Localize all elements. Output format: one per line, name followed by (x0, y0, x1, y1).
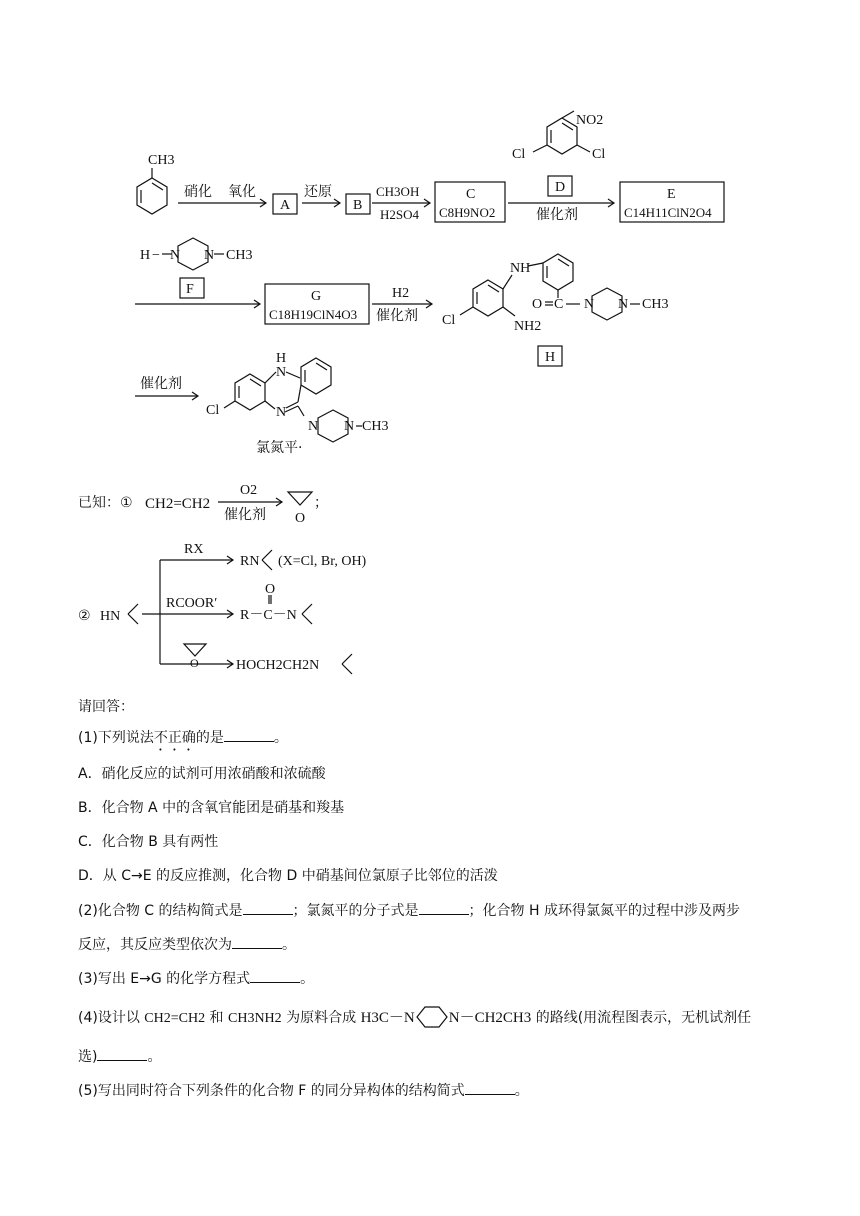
clozapine-n-top: N (276, 365, 287, 380)
H-n2: N (618, 297, 629, 312)
answer-blank-2c[interactable] (232, 934, 282, 949)
clozapine-n2: N (344, 419, 355, 434)
answer-blank-1[interactable] (224, 727, 274, 742)
label-F: F (186, 282, 194, 297)
H-n1: N (584, 297, 595, 312)
option-b: B．化合物 A 中的含氧官能团是硝基和羧基 (78, 800, 345, 816)
clozapine-name: 氯氮平· (256, 440, 303, 456)
H-c: C (554, 297, 564, 312)
option-d: D．从 C→E 的反应推测，化合物 D 中硝基间位氯原子比邻位的活泼 (78, 868, 498, 884)
clozapine-ch3: CH3 (362, 419, 389, 434)
known-semicolon: ； (314, 495, 328, 511)
known-rn: RN (240, 554, 260, 569)
known-catalyst: 催化剂 (224, 507, 266, 523)
F-h: H (140, 248, 151, 263)
svg-text:−: − (152, 248, 160, 263)
H-cl: Cl (442, 313, 456, 328)
arrow-label-reduction: 还原 (304, 184, 332, 200)
answer-blank-2a[interactable] (243, 900, 293, 915)
question-5: (5)写出同时符合下列条件的化合物 F 的同分异构体的结构简式 。 (78, 1080, 529, 1101)
question-4: (4)设计以 CH2=CH2 和 CH3NH2 为原料合成 H3C－N N－CH2CH3 的路线(用流程图表示，无机试剂任 (78, 1006, 751, 1030)
arrow-label-h2so4: H2SO4 (380, 207, 420, 222)
label-G: G (311, 289, 322, 304)
answer-blank-3[interactable] (250, 968, 300, 983)
clozapine-cl: Cl (206, 403, 220, 418)
clozapine-n-ring: N (276, 405, 287, 420)
formula-G: C18H19ClN4O3 (269, 307, 358, 322)
arrow-label-oxidation: 氧化 (228, 184, 256, 200)
label-D: D (555, 180, 566, 195)
F-n1: N (170, 248, 181, 263)
label-C: C (466, 187, 476, 202)
known-epoxide-o: O (295, 511, 306, 526)
H-o: O (532, 297, 543, 312)
answer-blank-5[interactable] (465, 1080, 515, 1095)
answer-blank-2b[interactable] (419, 900, 469, 915)
reagent-methylamine: CH3NH2 (228, 1011, 282, 1026)
arrow-label-h2: H2 (392, 286, 410, 301)
D-cl-right: Cl (592, 147, 606, 162)
target-molecule-right: N－CH2CH3 (448, 1010, 532, 1026)
question-2-cont: 反应，其反应类型依次为 。 (78, 934, 296, 955)
arrow-label-catalyst-3: 催化剂 (140, 376, 182, 392)
known-amide-o: O (265, 582, 276, 597)
arrow-label-nitration: 硝化 (184, 184, 212, 200)
known-rcoor: RCOOR′ (166, 596, 218, 611)
known-prefix: 已知：① (78, 495, 133, 511)
answer-blank-4[interactable] (97, 1046, 147, 1061)
target-piperazine-ring (415, 1006, 449, 1030)
emphasis-not-correct: 不正确 (153, 730, 196, 746)
label-E: E (667, 187, 676, 202)
clozapine-h: H (276, 351, 287, 366)
clozapine-n1: N (308, 419, 319, 434)
toluene-ch3: CH3 (148, 153, 175, 168)
known-epoxide2-o: O (190, 656, 199, 670)
known-amide: R－C－N (240, 608, 297, 623)
label-H: H (545, 350, 556, 365)
known-rx: RX (184, 542, 204, 557)
arrow-label-catalyst-2: 催化剂 (376, 308, 418, 324)
arrow-label-catalyst-1: 催化剂 (536, 207, 578, 223)
question-3: (3)写出 E→G 的化学方程式 。 (78, 968, 314, 989)
questions-intro: 请回答： (78, 699, 134, 715)
target-molecule-left: H3C－N (360, 1010, 415, 1026)
D-cl-left: Cl (512, 147, 526, 162)
epoxide (288, 492, 312, 505)
known-num2: ② (78, 608, 91, 624)
formula-C: C8H9NO2 (439, 205, 496, 220)
known-o2: O2 (240, 483, 258, 498)
H-nh: NH (510, 261, 531, 276)
option-a: A．硝化反应的试剂可用浓硝酸和浓硫酸 (78, 766, 326, 782)
question-4-cont: 选) 。 (78, 1046, 161, 1067)
option-c: C．化合物 B 具有两性 (78, 834, 219, 850)
F-n2: N (204, 248, 215, 263)
F-ch3: CH3 (226, 248, 253, 263)
H-ch3: CH3 (642, 297, 669, 312)
known-rn-note: (X=Cl, Br, OH) (278, 554, 367, 569)
arrow-label-ch3oh: CH3OH (376, 184, 420, 199)
question-1: (1)下列说法不正确的是 。 (78, 727, 288, 754)
formula-E: C14H11ClN2O4 (624, 205, 712, 220)
question-2: (2)化合物 C 的结构简式是 ；氯氮平的分子式是 ；化合物 H 成环得氯氮平的过程中涉及两步 (78, 900, 740, 921)
H-nh2: NH2 (514, 319, 542, 334)
D-no2: NO2 (576, 113, 604, 128)
known-hoch2ch2n: HOCH2CH2N (236, 658, 320, 673)
label-A: A (280, 198, 291, 213)
known-ethylene: CH2=CH2 (145, 496, 211, 512)
label-B: B (353, 198, 363, 213)
known-hn: HN (100, 609, 121, 624)
reagent-ethylene: CH2=CH2 (144, 1011, 206, 1026)
